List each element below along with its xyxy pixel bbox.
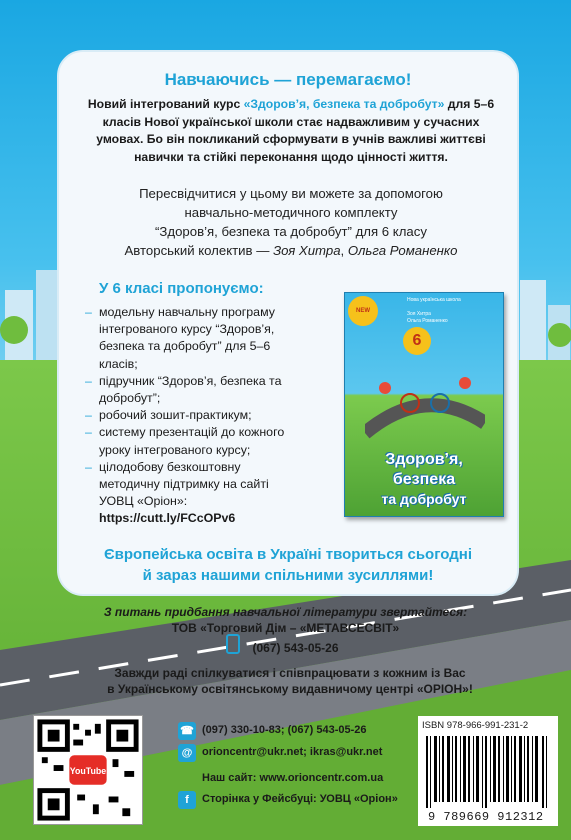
- contact-phones: (097) 330-10-83; (067) 543-05-26: [202, 724, 367, 736]
- order-phone: (067) 543-05-26: [252, 641, 339, 655]
- book-title-1: Здоров’я,: [385, 451, 463, 468]
- isbn-barcode-box: [418, 716, 558, 826]
- isbn-digits: 9 789669 912312: [428, 810, 544, 824]
- offer-list: [85, 304, 295, 528]
- book-authors: Зоя Хитра Ольга Романенко: [407, 311, 448, 324]
- authors-line: Авторський колектив — Зоя Хитра, Ольга Романенко: [124, 243, 458, 258]
- cooperation-text: Завжди раді спілкуватися і співпрацювати з кожним із Вас в Українському освітянському видавничому центрі «ОРІОН»!: [107, 666, 473, 696]
- barcode: [426, 736, 550, 808]
- isbn-code: ISBN 978-966-991-231-2: [422, 720, 529, 731]
- support-link[interactable]: https://cutt.ly/FCcOPv6: [99, 511, 236, 526]
- phone-icon: ☎: [178, 722, 196, 740]
- cyclists-illustration: [365, 363, 485, 443]
- contact-site[interactable]: Наш сайт: www.orioncentr.com.ua: [202, 772, 384, 784]
- slogan: Європейська освіта в Україні твориться сьогодні й зараз нашими спільними зусиллями!: [104, 546, 472, 584]
- panel-title: Навчаючись — перемагаємо!: [164, 70, 412, 89]
- contacts: [178, 722, 428, 813]
- course-name: «Здоров’я, безпека та добробут»: [243, 97, 445, 111]
- book-title-3: та добробут: [381, 491, 467, 507]
- book-title-2: безпека: [392, 471, 456, 488]
- info-panel: [57, 50, 519, 596]
- contact-emails[interactable]: orioncentr@ukr.net; ikras@ukr.net: [202, 746, 383, 758]
- kit-text: Пересвідчитися у цьому ви можете за допомогою навчально-методичного комплекту “Здоров’я, безпека та добробут” для 6 класу Авторський колектив — Зоя Хитра, Ольга Романенко: [79, 184, 503, 260]
- textbook-cover: [344, 292, 504, 517]
- qr-code[interactable]: [33, 715, 143, 825]
- list-item: – систему презентацій до кожного уроку інтегрованого курсу;: [85, 424, 295, 458]
- list-item: – підручник “Здоров’я, безпека та добробут”;: [85, 373, 295, 407]
- email-icon: @: [178, 744, 196, 762]
- phone-icon: [226, 634, 240, 654]
- list-item: – робочий зошит-практикум;: [85, 407, 295, 424]
- list-item: – модельну навчальну програму інтегрованого курсу “Здоров’я, безпека та добробут” для 5–6 класів;: [85, 304, 295, 373]
- offer-title: У 6 класі пропонуємо:: [99, 280, 264, 297]
- facebook-icon: f: [178, 791, 196, 809]
- contact-facebook[interactable]: Сторінка у Фейсбуці: УОВЦ «Оріон»: [202, 793, 398, 805]
- book-series: Нова українська школа: [407, 297, 461, 303]
- new-badge: NEW: [348, 296, 378, 326]
- list-item: – цілодобову безкоштовну методичну підтримку на сайті УОВЦ «Оріон»:: [85, 459, 295, 511]
- youtube-label: YouTube: [69, 765, 107, 776]
- grade-badge: 6: [403, 327, 431, 355]
- intro-text: Новий інтегрований курс «Здоров’я, безпека та добробут» для 5–6 класів Нової української школи стає надважливим у сучасних умовах. Бо він покликаний сформувати в учнів важливі життєві навички та стійкі переконання щодо цінності життя.: [87, 97, 495, 164]
- order-info: З питань придбання навчальної літератури звертайтеся: ТОВ «Торговий Дім – «МЕТАВСЕСВІТ» (067) 543-05-26: [0, 604, 571, 656]
